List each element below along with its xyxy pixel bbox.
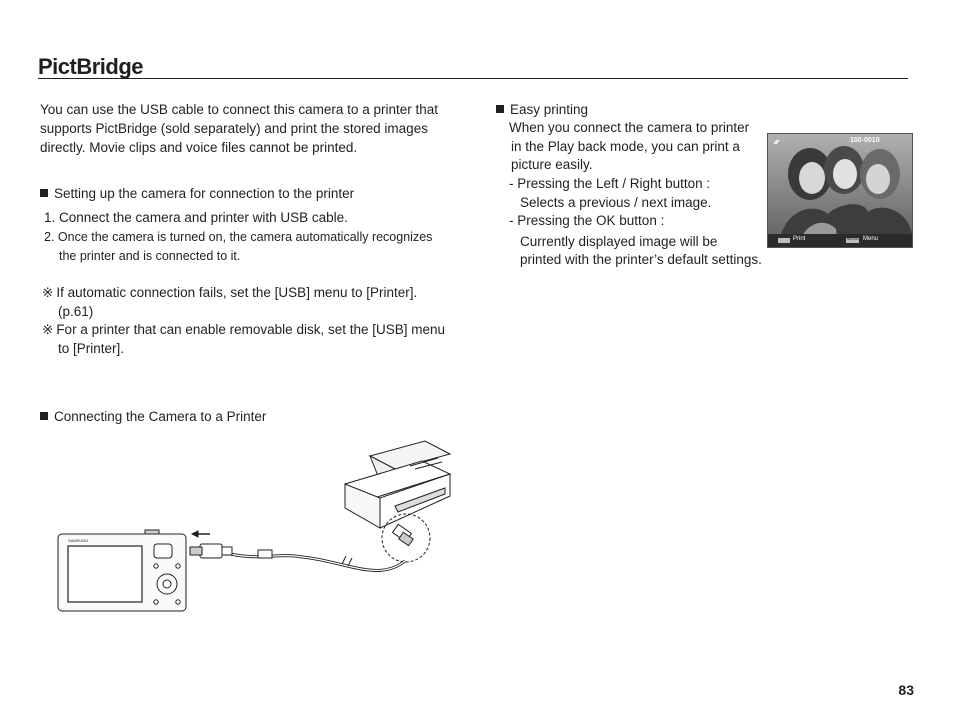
page-title: PictBridge	[38, 54, 144, 79]
lcd-menu-key: MENU	[847, 236, 859, 241]
bullet-square	[40, 412, 48, 420]
setup-note-2	[42, 321, 445, 340]
lcd-file-number: 100-0010	[850, 137, 880, 144]
setup-note-2-cont: to [Printer].	[58, 341, 125, 356]
note-mark: ※	[42, 322, 54, 337]
lcd-playback-image	[767, 133, 913, 248]
easy-line-3: picture easily.	[511, 157, 593, 172]
easy-line-6: - Pressing the OK button :	[509, 213, 665, 228]
title-rule	[38, 78, 908, 79]
connecting-heading	[40, 408, 266, 427]
easy-heading	[496, 101, 588, 120]
setup-note-2-text: For a printer that can enable removable disk, set the [USB] menu	[56, 322, 446, 337]
intro-line-2: supports PictBridge (sold separately) and print the stored images	[40, 121, 428, 136]
bullet-square	[496, 105, 504, 113]
cable-ferrite	[258, 550, 272, 558]
note-mark: ※	[42, 285, 54, 300]
printer-icon	[345, 441, 450, 528]
camera-printer-illustration	[50, 436, 470, 621]
setup-note-1-cont: (p.61)	[58, 304, 94, 319]
setup-heading	[40, 185, 354, 204]
easy-line-7: Currently displayed image will be	[520, 234, 718, 249]
usb-plug-printer-icon	[393, 524, 414, 545]
page-number: 83	[898, 682, 914, 698]
lcd-print-label: Print	[793, 236, 806, 242]
connecting-heading-text: Connecting the Camera to a Printer	[54, 409, 267, 424]
setup-step-1: 1. Connect the camera and printer with USB cable.	[44, 210, 348, 225]
setup-step-2-cont: the printer and is connected to it.	[59, 249, 241, 263]
easy-line-5: Selects a previous / next image.	[520, 195, 712, 210]
intro-line-3: directly. Movie clips and voice files cannot be printed.	[40, 140, 358, 155]
easy-line-4: - Pressing the Left / Right button :	[509, 176, 711, 191]
easy-line-2: in the Play back mode, you can print a	[511, 139, 740, 154]
setup-step-2: 2. Once the camera is turned on, the camera automatically recognizes	[44, 230, 433, 244]
intro-line-1: You can use the USB cable to connect this camera to a printer that	[40, 102, 438, 117]
lcd-photo	[768, 134, 912, 247]
usb-plug-camera-icon	[190, 544, 232, 558]
easy-line-1: When you connect the camera to printer	[509, 120, 750, 135]
lcd-menu-label: Menu	[863, 236, 879, 242]
setup-note-1-text: If automatic connection fails, set the [USB] menu to [Printer].	[56, 285, 418, 300]
setup-note-1	[42, 284, 417, 303]
camera-brand-label: SAMSUNG	[68, 538, 89, 543]
bullet-square	[40, 189, 48, 197]
arrow-left-icon	[192, 531, 210, 537]
easy-line-8: printed with the printer’s default settings.	[520, 252, 762, 267]
setup-heading-text: Setting up the camera for connection to the printer	[54, 186, 355, 201]
easy-heading-text: Easy printing	[510, 102, 589, 117]
